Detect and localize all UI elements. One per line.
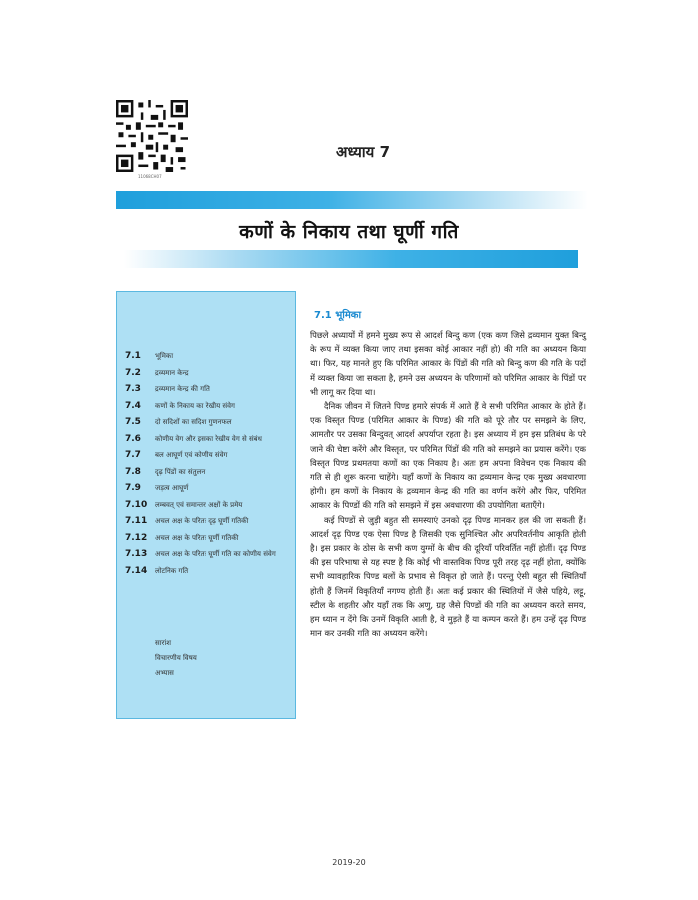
qr-code-image	[116, 100, 188, 172]
paragraph: कई पिण्डों से जुड़ी बहुत सी समस्याएं उनको दृढ़ पिण्ड मानकर हल की जा सकती हैं। आदर्श दृढ़ पिण्ड एक ऐसा पिण्ड है जिसकी एक सुनिश्चित और अपरिवर्तनीय आकृति होती है। इस प्रकार के ठोस के सभी कण युग्मों के बीच की दूरियाँ परिवर्तित नहीं होतीं। दृढ़ पिण्ड की इस परिभाषा से यह स्पष्ट है कि कोई भी वास्तविक पिण्ड पूरी तरह दृढ़ नहीं होता, क्योंकि सभी व्यावहारिक पिण्ड बलों के प्रभाव से विकृत हो जाते हैं। परन्तु ऐसी बहुत सी स्थितियाँ होती हैं जिनमें विकृतियाँ नगण्य होती हैं। अतः कई प्रकार की स्थितियों में जैसे पहिये, लट्टू, स्टील के शहतीर और यहाँ तक कि अणु, ग्रह जैसे पिण्डों की गति का अध्ययन करते समय, हम ध्यान न देंगे कि उनमें विकृति आती है, वे मुड़ते हैं या कम्पन करते हैं। हम उन्हें दृढ़ पिण्ड मान कर उनकी गति का अध्ययन करेंगे।	[310, 514, 586, 639]
toc-item	[125, 482, 291, 494]
toc-title: द्रव्यमान केन्द्र की गति	[155, 385, 210, 393]
toc-extra-list	[155, 639, 197, 684]
toc-title: द्रव्यमान केन्द्र	[155, 368, 189, 377]
toc-box	[116, 291, 296, 719]
toc-item	[125, 466, 291, 478]
toc-item	[125, 400, 291, 412]
toc-item	[125, 515, 291, 527]
toc-title: कणों के निकाय का रेखीय संवेग	[155, 401, 235, 410]
toc-number: 7.7	[125, 450, 141, 460]
toc-title: दृढ़ पिंडों का संतुलन	[155, 467, 206, 476]
toc-title: जड़त्व आघूर्ण	[155, 484, 189, 492]
toc-item	[125, 565, 291, 577]
toc-exercises: अभ्यास	[155, 669, 174, 677]
toc-item	[125, 367, 291, 379]
toc-number: 7.1	[125, 351, 141, 361]
chapter-label: अध्याय 7	[336, 143, 391, 161]
toc-title: दो सदिशों का सदिश गुणनफल	[155, 418, 232, 426]
toc-title: अचल अक्ष के परितः घूर्णी गतिकी	[155, 533, 239, 542]
toc-number: 7.8	[125, 466, 141, 477]
toc-title: लम्बवत् एवं समान्तर अक्षों के प्रमेय	[155, 500, 243, 509]
title-band-top	[116, 191, 588, 209]
toc-title: भूमिका	[155, 352, 174, 360]
toc-number: 7.10	[125, 499, 148, 510]
toc-number: 7.14	[125, 565, 148, 576]
toc-item	[125, 416, 291, 428]
toc-number: 7.3	[125, 384, 141, 394]
toc-title: अचल अक्ष के परितः दृढ़ घूर्णी गतिकी	[155, 517, 249, 525]
chapter-title: कणों के निकाय तथा घूर्णी गति	[239, 221, 459, 243]
footer-year: 2019-20	[332, 858, 366, 867]
section-heading: 7.1 भूमिका	[314, 310, 362, 321]
toc-item	[125, 350, 291, 362]
toc-points-to-ponder: विचारणीय विषय	[155, 654, 197, 662]
toc-title: बल आघूर्ण एवं कोणीय संवेग	[155, 451, 228, 459]
toc-number: 7.11	[125, 516, 148, 526]
body-text	[310, 328, 586, 640]
toc-item	[125, 449, 291, 461]
toc-title: अचल अक्ष के परितः घूर्णी गति का कोणीय संवेग	[155, 550, 276, 558]
toc-number: 7.2	[125, 367, 141, 378]
toc-title: कोणीय वेग और इसका रेखीय वेग से संबंध	[155, 434, 262, 443]
toc-item	[125, 433, 291, 445]
toc-summary: सारांश	[155, 639, 171, 647]
toc-item	[125, 532, 291, 544]
toc-item	[125, 383, 291, 395]
toc-number: 7.5	[125, 417, 141, 427]
toc-number: 7.13	[125, 549, 148, 559]
toc-list	[125, 350, 291, 581]
toc-item	[125, 499, 291, 511]
toc-number: 7.9	[125, 483, 141, 493]
qr-code-id: 11068CH07	[138, 174, 162, 179]
paragraph: पिछले अध्यायों में हमने मुख्य रूप से आदर्श बिन्दु कण (एक कण जिसे द्रव्यमान युक्त बिन्दु के रूप में व्यक्त किया जाए तथा इसका कोई आकार नहीं हो) की गति का अध्ययन किया था। फिर, यह मानते हुए कि परिमित आकार के पिंडों की गति को बिन्दु कण की गति के पदों में व्यक्त किया जा सकता है, हमने उस अध्ययन के परिणामों को परिमित आकार के पिंडों पर भी लागू कर दिया था।	[310, 330, 586, 397]
toc-number: 7.6	[125, 433, 141, 444]
toc-title: लोटनिक गति	[155, 566, 189, 575]
title-band-bottom	[124, 250, 578, 268]
toc-item	[125, 548, 291, 560]
toc-number: 7.12	[125, 532, 148, 543]
paragraph: दैनिक जीवन में जितने पिण्ड हमारे संपर्क में आते हैं वे सभी परिमित आकार के होते हैं। एक विस्तृत पिण्ड (परिमित आकार के पिण्ड) की गति को पूरे तौर पर समझने के लिए, आमतौर पर उसका बिन्दुवत् आदर्श अपर्याप्त रहता है। इस अध्याय में हम इस प्रतिबंध के परे जाने की चेष्टा करेंगे और विस्तृत, पर परिमित पिंडों की गति को समझने का प्रयास करेंगे। एक विस्तृत पिण्ड प्रथमतया कणों का एक निकाय है। अतः हम अपना विवेचन एक निकाय की गति से ही शुरू करना चाहेंगे। यहाँ कणों के निकाय का द्रव्यमान केन्द्र एक मुख्य अवधारणा होगी। हम कणों के निकाय के द्रव्यमान केन्द्र की गति का वर्णन करेंगे और फिर, परिमित आकार के पिण्डों की गति को समझने में इस अवधारणा की उपयोगिता बताएँगे।	[310, 401, 586, 511]
toc-number: 7.4	[125, 400, 141, 411]
